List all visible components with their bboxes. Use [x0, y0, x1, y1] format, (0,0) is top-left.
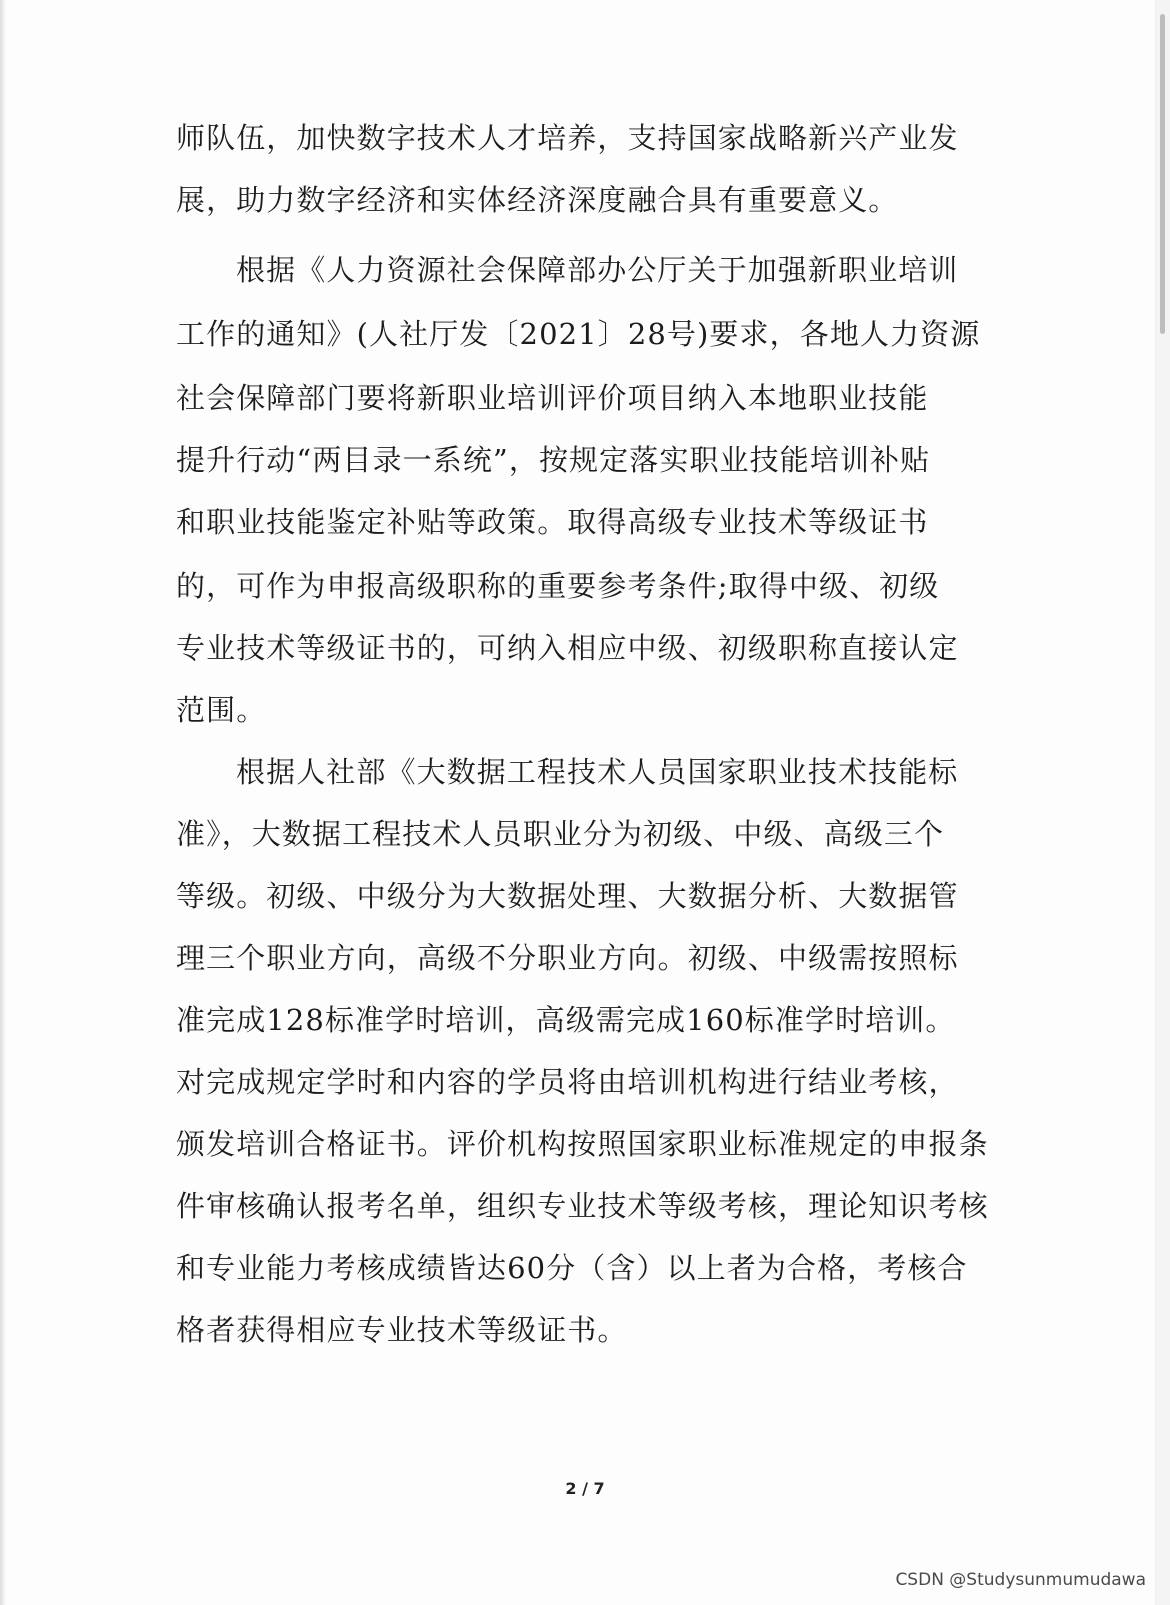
text-line: 师队伍，加快数字技术人才培养，支持国家战略新兴产业发 [176, 121, 959, 155]
text-line: 理三个职业方向，高级不分职业方向。初级、中级需按照标 [176, 941, 959, 975]
text-line: 展，助力数字经济和实体经济深度融合具有重要意义。 [176, 183, 899, 217]
text-line: 提升行动“两目录一系统”，按规定落实职业技能培训补贴 [176, 443, 931, 477]
scrollbar-thumb[interactable] [1160, 14, 1165, 334]
text-line: 范围。 [176, 693, 267, 727]
paragraph-first-line: 根据《人力资源社会保障部办公厅关于加强新职业培训 [236, 253, 959, 287]
text-line: 的，可作为申报高级职称的重要参考条件;取得中级、初级 [176, 569, 940, 603]
text-line: 颁发培训合格证书。评价机构按照国家职业标准规定的申报条 [176, 1127, 989, 1161]
text-line: 和职业技能鉴定补贴等政策。取得高级专业技术等级证书 [176, 505, 929, 539]
text-line: 件审核确认报考名单，组织专业技术等级考核，理论知识考核 [176, 1189, 989, 1223]
text-line: 专业技术等级证书的，可纳入相应中级、初级职称直接认定 [176, 631, 959, 665]
text-line: 格者获得相应专业技术等级证书。 [176, 1313, 628, 1347]
text-line: 工作的通知》(人社厅发〔2021〕28号)要求，各地人力资源 [176, 317, 981, 351]
text-line: 社会保障部门要将新职业培训评价项目纳入本地职业技能 [176, 381, 929, 415]
paragraph-first-line: 根据人社部《大数据工程技术人员国家职业技术技能标 [236, 755, 959, 789]
watermark: CSDN @Studysunmumudawa [895, 1570, 1146, 1590]
text-line: 和专业能力考核成绩皆达60分（含）以上者为合格，考核合 [176, 1251, 968, 1285]
text-line: 对完成规定学时和内容的学员将由培训机构进行结业考核， [176, 1065, 959, 1099]
scrollbar-track[interactable] [1155, 0, 1170, 1605]
text-line: 准》，大数据工程技术人员职业分为初级、中级、高级三个 [176, 817, 945, 851]
page-number: 2 / 7 [565, 1479, 605, 1498]
text-line: 准完成128标准学时培训，高级需完成160标准学时培训。 [176, 1003, 956, 1037]
text-line: 等级。初级、中级分为大数据处理、大数据分析、大数据管 [176, 879, 959, 913]
page-edge-shadow [0, 0, 6, 1605]
